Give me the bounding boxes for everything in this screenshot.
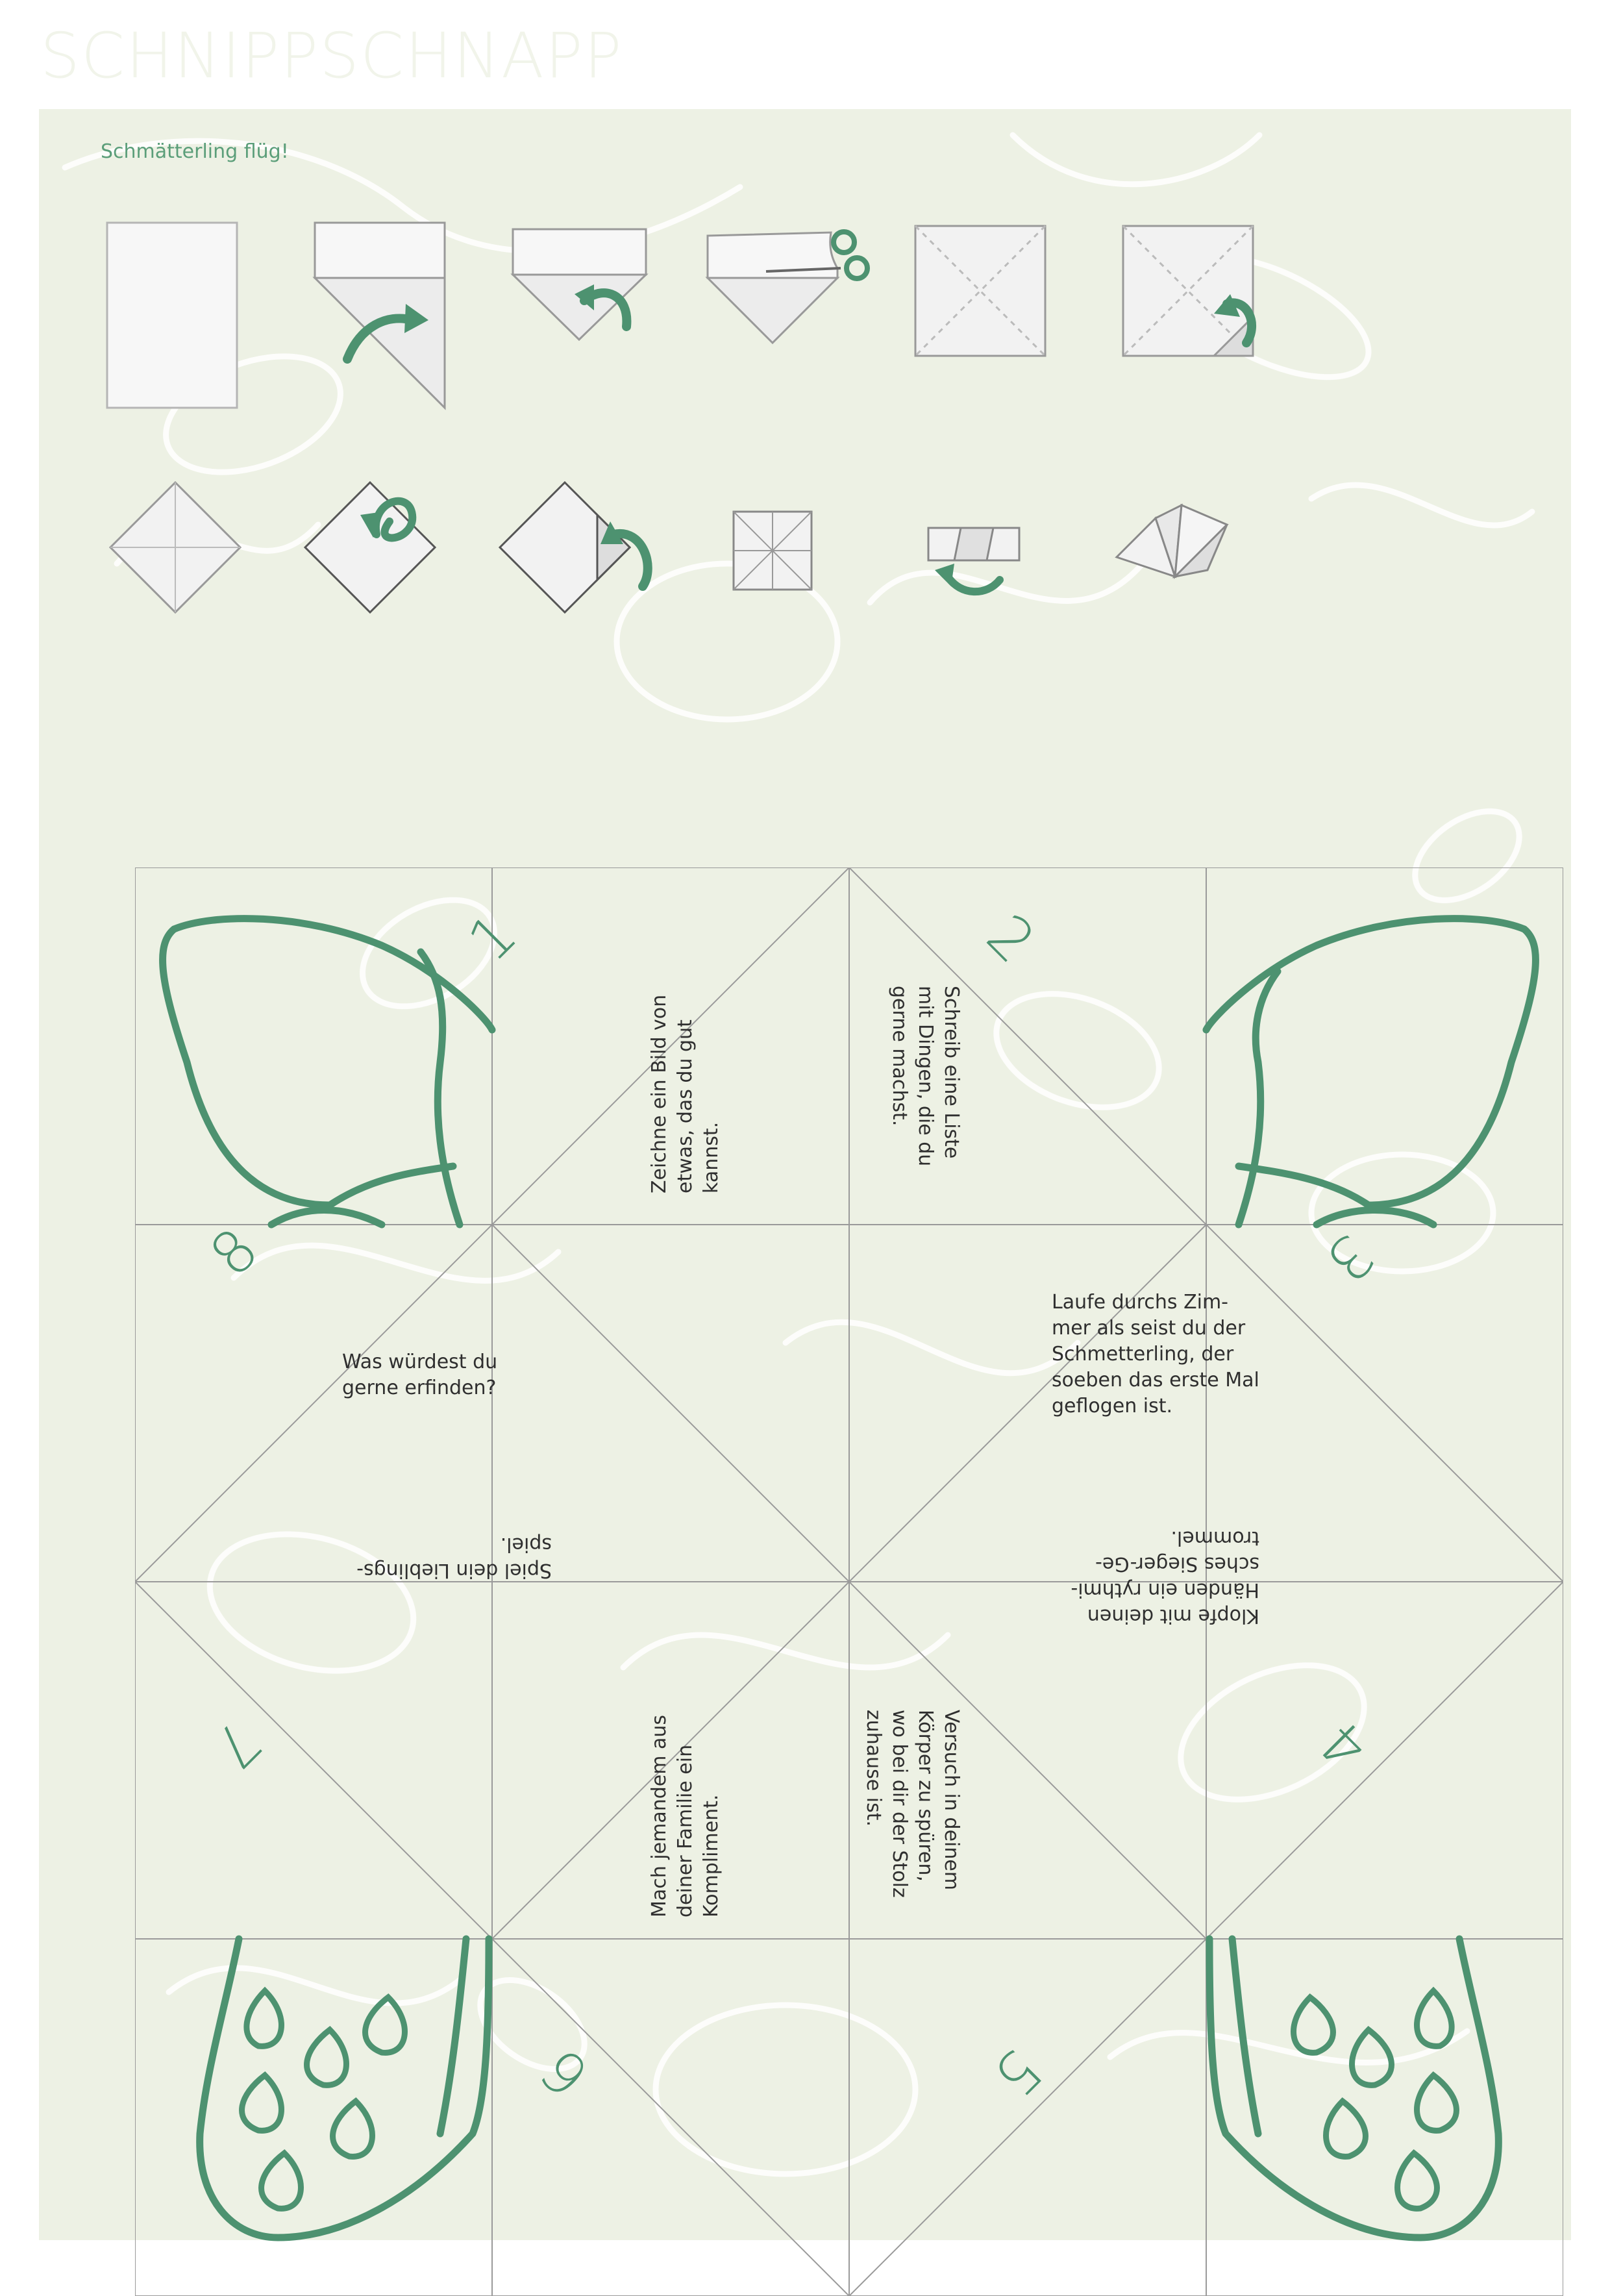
scissors-cut-icon bbox=[701, 206, 870, 356]
task-4: Klopfe mit deinen Händen ein rythmi- sches Sieger-Ge- trommel. bbox=[1071, 1527, 1259, 1627]
task-5: Versuch in deinem Körper zu spüren, wo bei dir der Stolz zuhause ist. bbox=[862, 1710, 963, 1898]
fold-corners-icon bbox=[493, 476, 662, 625]
fold-back-icon bbox=[1117, 219, 1272, 362]
flap-number-8: 8 bbox=[197, 1215, 272, 1290]
flap-number-7: 7 bbox=[199, 1707, 274, 1782]
fold-half-icon bbox=[922, 515, 1026, 606]
content-panel bbox=[39, 109, 1571, 2240]
small-square-icon bbox=[727, 505, 818, 596]
task-1: Zeichne ein Bild von etwas, das du gut kannst. bbox=[648, 994, 723, 1193]
page-title: SCHNIPPSCHNAPP bbox=[40, 19, 623, 92]
fold-corner-icon bbox=[308, 216, 458, 411]
flap-number-4: 4 bbox=[1307, 1707, 1382, 1782]
board-grid bbox=[135, 867, 1563, 2296]
flap-number-2: 2 bbox=[973, 901, 1048, 977]
square-creases-icon bbox=[909, 219, 1052, 362]
subtitle: Schmätterling flüg! bbox=[101, 140, 289, 163]
fold-triangle-icon bbox=[506, 223, 656, 366]
task-3: Laufe durchs Zim- mer als seist du der Schmetterling, der soeben das erste Mal geflogen ist. bbox=[1052, 1291, 1259, 1417]
flap-number-1: 1 bbox=[455, 900, 530, 975]
task-6: Mach jemandem aus deiner Familie ein Kompliment. bbox=[648, 1714, 723, 1917]
task-2: Schreib eine Liste mit Dingen, die du gerne machst. bbox=[888, 986, 963, 1167]
task-8: Was würdest du gerne erfinden? bbox=[342, 1351, 498, 1399]
finished-fortune-teller-icon bbox=[1110, 499, 1240, 596]
flap-number-5: 5 bbox=[980, 2035, 1055, 2110]
antenna-right bbox=[1239, 971, 1278, 1225]
flap-number-3: 3 bbox=[1312, 1220, 1387, 1295]
fold-corner-center-icon bbox=[299, 476, 441, 619]
flap-number-6: 6 bbox=[528, 2035, 603, 2110]
sheet-icon bbox=[101, 216, 243, 411]
fortune-teller-board bbox=[135, 867, 1563, 2296]
task-7: Spiel dein Lieblings- spiel. bbox=[356, 1533, 552, 1582]
diamond-icon bbox=[104, 476, 247, 619]
